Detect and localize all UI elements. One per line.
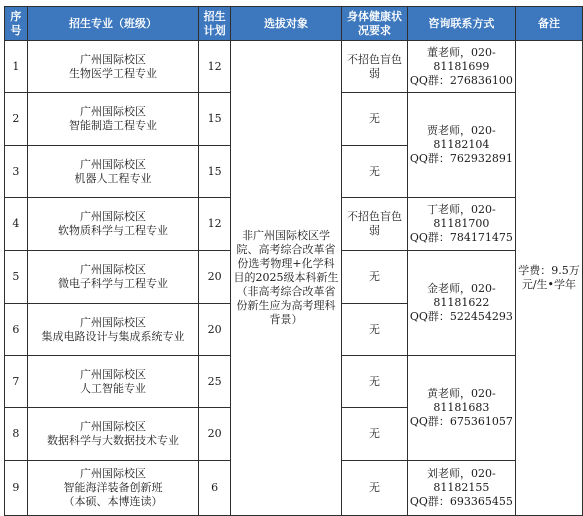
contact-cell [407,93,515,198]
row-major [27,251,198,304]
row-no: 7 [5,356,28,408]
major-label: 集成电路设计与集成系统专业 [41,329,185,343]
contact-name: 金老师，020- [427,282,496,295]
header-remark: 备注 [515,7,582,41]
row-health: 不招色盲色弱 [342,198,408,251]
row-plan: 15 [199,93,231,146]
contact-qq: QQ群：675361057 [409,415,513,428]
contact-cell [407,461,515,516]
header-target: 选拔对象 [230,7,341,41]
row-plan: 20 [199,408,231,461]
contact-cell [407,198,515,251]
row-plan: 25 [199,356,231,408]
campus-label: 广州国际校区 [80,263,147,276]
row-no: 6 [5,304,28,356]
campus-label: 广州国际校区 [80,105,147,118]
campus-label: 广州国际校区 [80,52,147,66]
row-major [27,198,198,251]
row-health: 无 [342,146,408,198]
contact-phone: 81181622 [433,296,490,309]
header-contact: 咨询联系方式 [407,7,515,41]
contact-phone: 81181699 [433,59,490,73]
contact-phone: 81182155 [433,481,490,494]
row-plan: 12 [199,198,231,251]
header-health: 身体健康状况要求 [342,7,408,41]
row-major [27,461,198,516]
major-note: （本硕、本博连读） [63,495,163,508]
contact-name: 黄老师，020- [427,387,496,400]
remark-cell: 学费：9.5万元/生•学年 [515,41,582,516]
table-row [5,41,583,93]
contact-cell [407,356,515,461]
major-label: 微电子科学与工程专业 [58,277,169,290]
major-label: 机器人工程专业 [74,171,152,185]
row-no: 5 [5,251,28,304]
major-label: 软物质科学与工程专业 [58,224,169,237]
contact-qq: QQ群：276836100 [409,73,513,87]
target-cell: 非广州国际校区学院、高考综合改革省份选考物理+化学科目的2025级本科新生（非高考综合改革省份新生应为高考理科背景） [230,41,341,516]
row-major [27,146,198,198]
contact-name: 贾老师，020- [427,124,496,137]
row-no: 4 [5,198,28,251]
row-plan: 12 [199,41,231,93]
contact-qq: QQ群：762932891 [409,152,513,165]
contact-phone: 81181700 [433,217,490,230]
campus-label: 广州国际校区 [80,157,147,171]
contact-phone: 81181683 [433,401,490,414]
row-no: 1 [5,41,28,93]
header-plan: 招生计划 [199,7,231,41]
row-health: 无 [342,304,408,356]
row-no: 3 [5,146,28,198]
row-health: 无 [342,408,408,461]
campus-label: 广州国际校区 [80,367,147,381]
row-health: 不招色盲色弱 [342,41,408,93]
contact-name: 丁老师，020- [427,203,496,216]
campus-label: 广州国际校区 [80,315,147,329]
contact-name: 董老师，020- [427,45,496,59]
row-no: 9 [5,461,28,516]
row-health: 无 [342,251,408,304]
row-no: 8 [5,408,28,461]
header-no: 序号 [5,7,28,41]
row-health: 无 [342,461,408,516]
header-major: 招生专业（班级） [27,7,198,41]
major-label: 人工智能专业 [80,381,147,395]
contact-qq: QQ群：693365455 [409,495,513,508]
contact-phone: 81182104 [433,138,490,151]
row-plan: 20 [199,304,231,356]
header-row [5,7,583,41]
row-health: 无 [342,93,408,146]
major-label: 生物医学工程专业 [69,66,158,80]
row-plan: 6 [199,461,231,516]
campus-label: 广州国际校区 [80,467,147,480]
contact-qq: QQ群：522454293 [409,310,513,323]
campus-label: 广州国际校区 [80,420,147,433]
enrollment-table [4,6,583,516]
contact-cell [407,251,515,356]
contact-name: 刘老师，020- [427,467,496,480]
row-major [27,93,198,146]
major-label: 智能海洋装备创新班 [63,481,163,494]
row-major [27,408,198,461]
row-no: 2 [5,93,28,146]
row-major [27,304,198,356]
major-label: 数据科学与大数据技术专业 [47,434,180,447]
major-label: 智能制造工程专业 [69,119,158,132]
row-major [27,356,198,408]
row-plan: 15 [199,146,231,198]
contact-qq: QQ群：784171475 [409,231,513,244]
row-health: 无 [342,356,408,408]
contact-cell [407,41,515,93]
row-major [27,41,198,93]
campus-label: 广州国际校区 [80,210,147,223]
row-plan: 20 [199,251,231,304]
